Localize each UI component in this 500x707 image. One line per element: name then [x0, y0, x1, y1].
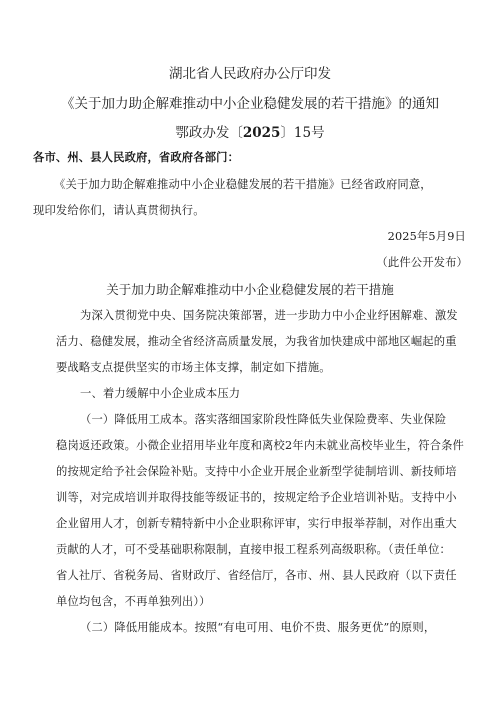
notice-line: 现印发给你们，请认真贯彻执行。 [33, 204, 205, 217]
paragraph-line: 贡献的人才，可不受基础职称限制，直接申报工程系列高级职称。（责任单位： [56, 543, 451, 556]
paragraph-line: 训等，对完成培训并取得技能等级证书的，按规定给予企业培训补贴。支持中小 [56, 491, 457, 504]
paragraph-line: （一）降低用工成本。落实落细国家阶段性降低失业保险费率、失业保险 [80, 413, 447, 426]
publish-note: （此件公开发布） [376, 256, 468, 269]
doc-no-year: 2025 [242, 125, 281, 141]
measures-title: 关于加力助企解难推动中小企业稳健发展的若干措施 [106, 282, 394, 297]
paragraph-line: 活力、稳健发展，推动全省经济高质量发展，为我省加快建成中部地区崛起的重 [56, 335, 457, 348]
paragraph-line: 单位均包含，不再单独列出）） [56, 595, 211, 608]
document-number [0, 121, 500, 141]
paragraph-line: 的按规定给予社会保险补贴。支持中小企业开展企业新型学徒制培训、新技师培 [56, 465, 457, 478]
section-heading: 一、着力缓解中小企业成本压力 [80, 387, 241, 400]
paragraph-line: 企业留用人才，创新专精特新中小企业职称评审，实行申报举荐制，对作出重大 [56, 517, 457, 530]
paragraph-line: 要战略支点提供坚实的市场主体支撑，制定如下措施。 [56, 361, 331, 374]
notice-line: 《关于加力助企解难推动中小企业稳健发展的若干措施》已经省政府同意， [54, 178, 432, 191]
doc-no-prefix: 鄂政办发〔 [175, 125, 243, 141]
paragraph-line: 稳岗返还政策。小微企业招用毕业年度和离校2年内未就业高校毕业生，符合条件 [56, 439, 464, 452]
issue-date: 2025年5月9日 [387, 230, 466, 243]
issuer-line: 湖北省人民政府办公厅印发 [169, 66, 331, 82]
notice-title: 《关于加力助企解难推动中小企业稳健发展的若干措施》的通知 [61, 96, 439, 112]
paragraph-line: （二）降低用能成本。按照“有电可用、电价不贵、服务更优”的原则， [80, 621, 436, 634]
addressee: 各市、州、县人民政府，省政府各部门： [33, 150, 240, 164]
doc-no-suffix: 〕15号 [280, 125, 325, 141]
paragraph-line: 省人社厅、省税务局、省财政厅、省经信厅，各市、州、县人民政府（以下责任 [56, 569, 457, 582]
paragraph-line: 为深入贯彻党中央、国务院决策部署，进一步助力中小企业纾困解难、激发 [80, 309, 458, 322]
